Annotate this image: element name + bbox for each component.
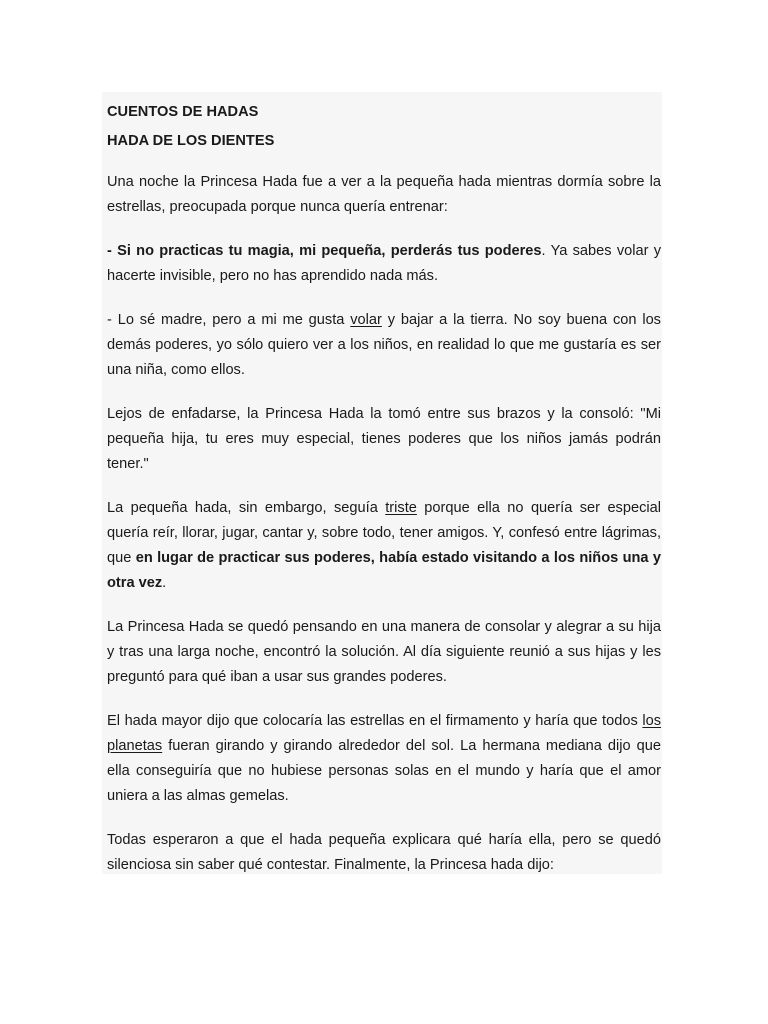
paragraph-2-bold: - Si no practicas tu magia, mi pequeña, perderás tus poderes [107, 243, 542, 259]
paragraph-7 [107, 709, 661, 809]
paragraph-5-text-after: . [162, 575, 167, 591]
document-title: CUENTOS DE HADAS [107, 104, 259, 120]
paragraph-6: La Princesa Hada se quedó pensando en una manera de consolar y alegrar a su hija y tras una larga noche, encontró la solución. Al día siguiente reunió a sus hijas y les preguntó para qué iban a usar sus grandes poderes. [107, 619, 661, 685]
paragraph-7-text-before: El hada mayor dijo que colocaría las estrellas en el firmamento y haría que todos [107, 713, 643, 729]
paragraph-3-text-before: - Lo sé madre, pero a mi me gusta [107, 312, 351, 328]
story-title: HADA DE LOS DIENTES [107, 133, 275, 149]
paragraph-5 [107, 496, 661, 596]
paragraph-5-text-middle: porque ella no quería ser especial quería reír, llorar, jugar, cantar y, sobre todo, tener amigos. Y, confesó entre lágrimas, que [107, 500, 661, 566]
paragraph-5-bold: en lugar de practicar sus poderes, había estado visitando a los niños una y otra vez [107, 550, 661, 591]
paragraph-3 [107, 308, 661, 383]
paragraph-7-text-after: fueran girando y girando alrededor del sol. La hermana mediana dijo que ella conseguiría que no hubiese personas solas en el mundo y haría que el amor uniera a las almas gemelas. [107, 738, 661, 804]
story-text-block [102, 92, 662, 874]
link-volar[interactable]: volar [350, 312, 382, 328]
paragraph-2 [107, 239, 661, 289]
paragraph-2-text: . Ya sabes volar y hacerte invisible, pero no has aprendido nada más. [107, 243, 661, 284]
link-los-planetas[interactable]: los planetas [107, 713, 661, 754]
paragraph-8: Todas esperaron a que el hada pequeña explicara qué haría ella, pero se quedó silenciosa sin saber qué contestar. Finalmente, la Princesa hada dijo: [107, 832, 661, 873]
paragraph-5-text-before: La pequeña hada, sin embargo, seguía [107, 500, 386, 516]
link-triste[interactable]: triste [385, 500, 417, 516]
paragraph-4: Lejos de enfadarse, la Princesa Hada la tomó entre sus brazos y la consoló: "Mi pequeña hija, tu eres muy especial, tienes poderes que los niños jamás podrán tener." [107, 406, 661, 472]
paragraph-1: Una noche la Princesa Hada fue a ver a la pequeña hada mientras dormía sobre la estrellas, preocupada porque nunca quería entrenar: [107, 174, 661, 215]
story-content [107, 98, 661, 878]
paragraph-3-text-after: y bajar a la tierra. No soy buena con los demás poderes, yo sólo quiero ver a los niños, en realidad lo que me gustaría es ser una niña, como ellos. [107, 312, 661, 378]
